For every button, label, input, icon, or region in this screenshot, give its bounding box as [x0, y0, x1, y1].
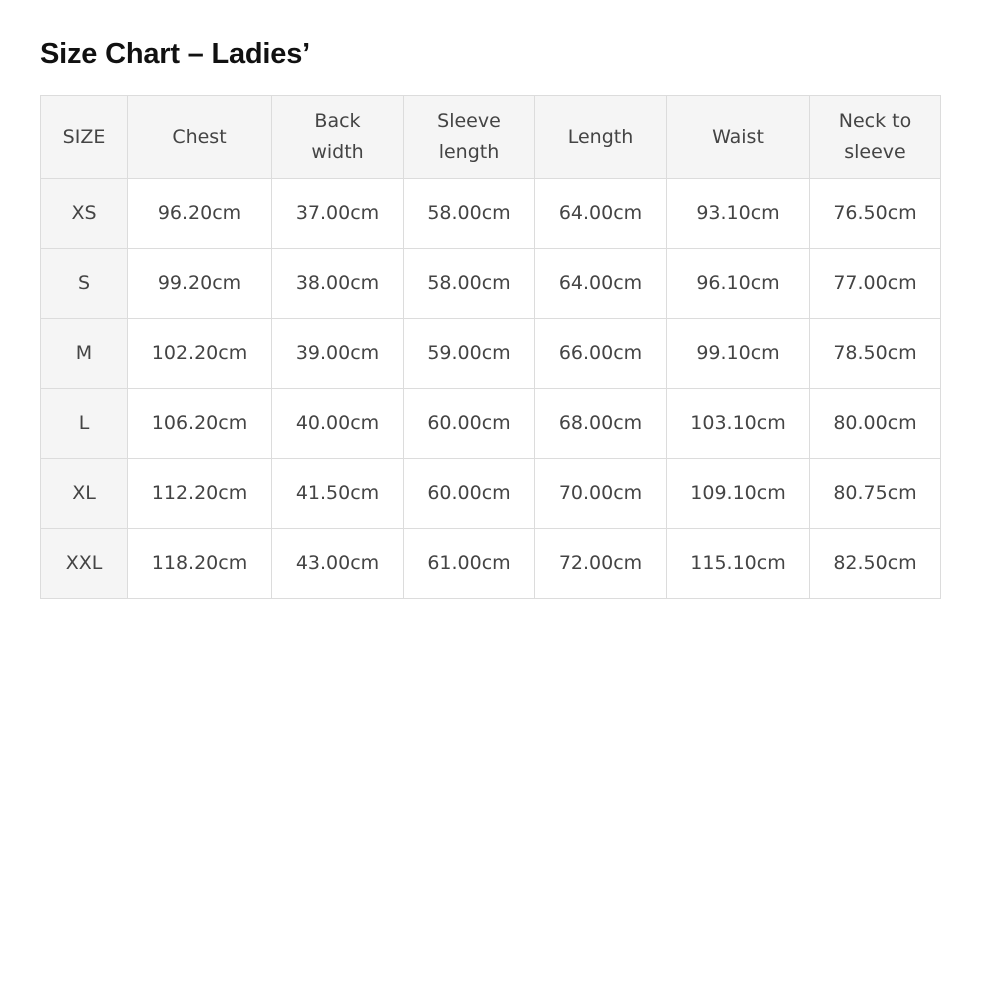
back-width-cell: 43.00cm — [272, 529, 404, 599]
header-length: Length — [535, 96, 667, 179]
length-cell: 66.00cm — [535, 319, 667, 389]
sleeve-length-cell: 61.00cm — [404, 529, 535, 599]
sleeve-length-cell: 58.00cm — [404, 249, 535, 319]
size-cell: M — [41, 319, 128, 389]
page-title: Size Chart – Ladies’ — [40, 38, 310, 70]
sleeve-length-cell: 58.00cm — [404, 179, 535, 249]
chest-cell: 118.20cm — [128, 529, 272, 599]
header-size: SIZE — [41, 96, 128, 179]
size-cell: XS — [41, 179, 128, 249]
header-back-width: Back width — [272, 96, 404, 179]
size-cell: L — [41, 389, 128, 459]
neck-to-sleeve-cell: 80.00cm — [810, 389, 941, 459]
header-chest: Chest — [128, 96, 272, 179]
header-waist: Waist — [667, 96, 810, 179]
header-row — [41, 96, 941, 179]
size-cell: XL — [41, 459, 128, 529]
neck-to-sleeve-cell: 82.50cm — [810, 529, 941, 599]
length-cell: 68.00cm — [535, 389, 667, 459]
neck-to-sleeve-cell: 76.50cm — [810, 179, 941, 249]
chest-cell: 99.20cm — [128, 249, 272, 319]
waist-cell: 103.10cm — [667, 389, 810, 459]
size-cell: XXL — [41, 529, 128, 599]
sleeve-length-cell: 60.00cm — [404, 389, 535, 459]
table-row — [41, 319, 941, 389]
size-chart-table — [40, 95, 941, 599]
length-cell: 72.00cm — [535, 529, 667, 599]
waist-cell: 93.10cm — [667, 179, 810, 249]
table-row — [41, 179, 941, 249]
table-row — [41, 529, 941, 599]
back-width-cell: 38.00cm — [272, 249, 404, 319]
neck-to-sleeve-cell: 80.75cm — [810, 459, 941, 529]
table-row — [41, 389, 941, 459]
table-row — [41, 249, 941, 319]
sleeve-length-cell: 59.00cm — [404, 319, 535, 389]
header-neck-to-sleeve: Neck to sleeve — [810, 96, 941, 179]
length-cell: 64.00cm — [535, 179, 667, 249]
waist-cell: 99.10cm — [667, 319, 810, 389]
chest-cell: 106.20cm — [128, 389, 272, 459]
neck-to-sleeve-cell: 77.00cm — [810, 249, 941, 319]
back-width-cell: 41.50cm — [272, 459, 404, 529]
back-width-cell: 40.00cm — [272, 389, 404, 459]
back-width-cell: 37.00cm — [272, 179, 404, 249]
chest-cell: 102.20cm — [128, 319, 272, 389]
chest-cell: 112.20cm — [128, 459, 272, 529]
header-sleeve-length: Sleeve length — [404, 96, 535, 179]
table-header — [41, 96, 941, 179]
chest-cell: 96.20cm — [128, 179, 272, 249]
waist-cell: 109.10cm — [667, 459, 810, 529]
table-row — [41, 459, 941, 529]
waist-cell: 96.10cm — [667, 249, 810, 319]
waist-cell: 115.10cm — [667, 529, 810, 599]
length-cell: 70.00cm — [535, 459, 667, 529]
back-width-cell: 39.00cm — [272, 319, 404, 389]
size-cell: S — [41, 249, 128, 319]
length-cell: 64.00cm — [535, 249, 667, 319]
sleeve-length-cell: 60.00cm — [404, 459, 535, 529]
table-body — [41, 179, 941, 599]
neck-to-sleeve-cell: 78.50cm — [810, 319, 941, 389]
